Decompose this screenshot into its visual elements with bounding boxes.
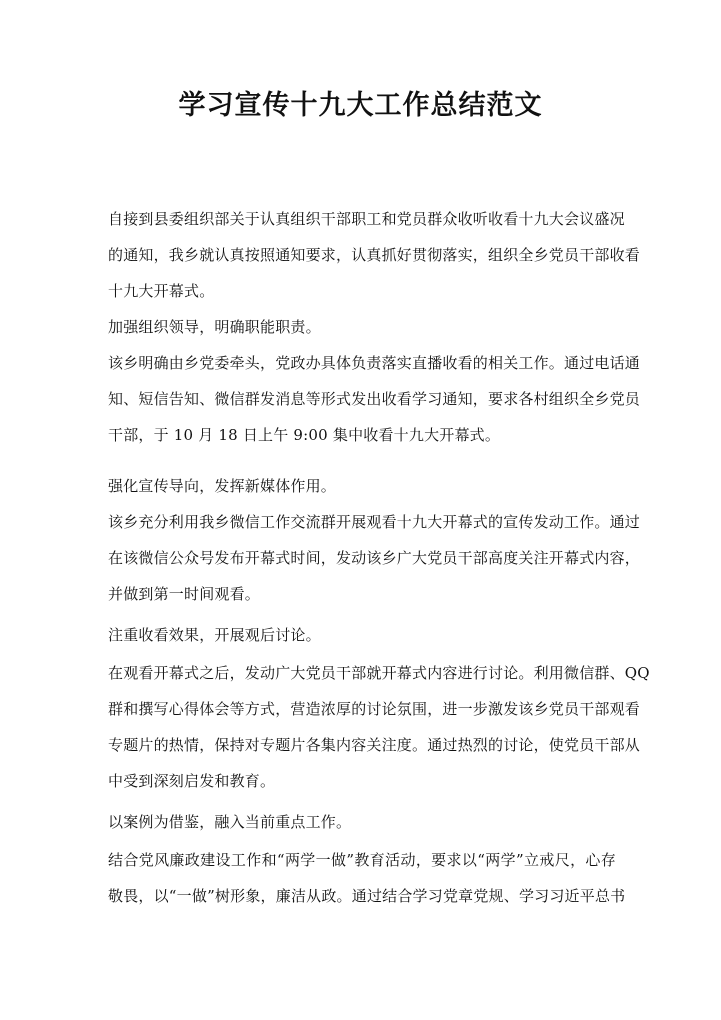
paragraph-line: 该乡明确由乡党委牵头，党政办具体负责落实直播收看的相关工作。通过电话通 [108,354,641,372]
paragraph-line: 加强组织领导，明确职能职责。 [108,318,321,336]
paragraph-line: 自接到县委组织部关于认真组织干部职工和党员群众收听收看十九大会议盛况 [108,210,625,228]
paragraph-line: 中受到深刻启发和教育。 [108,772,276,790]
paragraph-line: 注重收看效果，开展观后讨论。 [108,626,321,644]
paragraph-line: 十九大开幕式。 [108,282,215,300]
paragraph-line: 的通知，我乡就认真按照通知要求，认真抓好贯彻落实，组织全乡党员干部收看 [108,246,641,264]
paragraph-line: 在观看开幕式之后，发动广大党员干部就开幕式内容进行讨论。利用微信群、QQ [108,664,650,682]
document-title: 学习宣传十九大工作总结范文 [178,90,543,121]
paragraph-line: 强化宣传导向，发挥新媒体作用。 [108,477,337,495]
paragraph-line: 群和撰写心得体会等方式，营造浓厚的讨论氛围，进一步激发该乡党员干部观看 [108,700,641,718]
paragraph-line: 知、短信告知、微信群发消息等形式发出收看学习通知，要求各村组织全乡党员 [108,390,641,408]
paragraph-line: 专题片的热情，保持对专题片各集内容关注度。通过热烈的讨论，使党员干部从 [108,736,641,754]
paragraph-line: 在该微信公众号发布开幕式时间，发动该乡广大党员干部高度关注开幕式内容， [108,549,641,567]
paragraph-line: 以案例为借鉴，融入当前重点工作。 [108,813,352,831]
paragraph-line: 并做到第一时间观看。 [108,585,261,603]
paragraph-line: 敬畏，以“一做”树形象，廉洁从政。通过结合学习党章党规、学习习近平总书 [108,887,626,905]
paragraph-line: 该乡充分利用我乡微信工作交流群开展观看十九大开幕式的宣传发动工作。通过 [108,513,641,531]
paragraph-line: 结合党风廉政建设工作和“两学一做”教育活动，要求以“两学”立戒尺，心存 [108,851,616,869]
paragraph-line: 干部，于 10 月 18 日上午 9:00 集中收看十九大开幕式。 [108,426,501,444]
